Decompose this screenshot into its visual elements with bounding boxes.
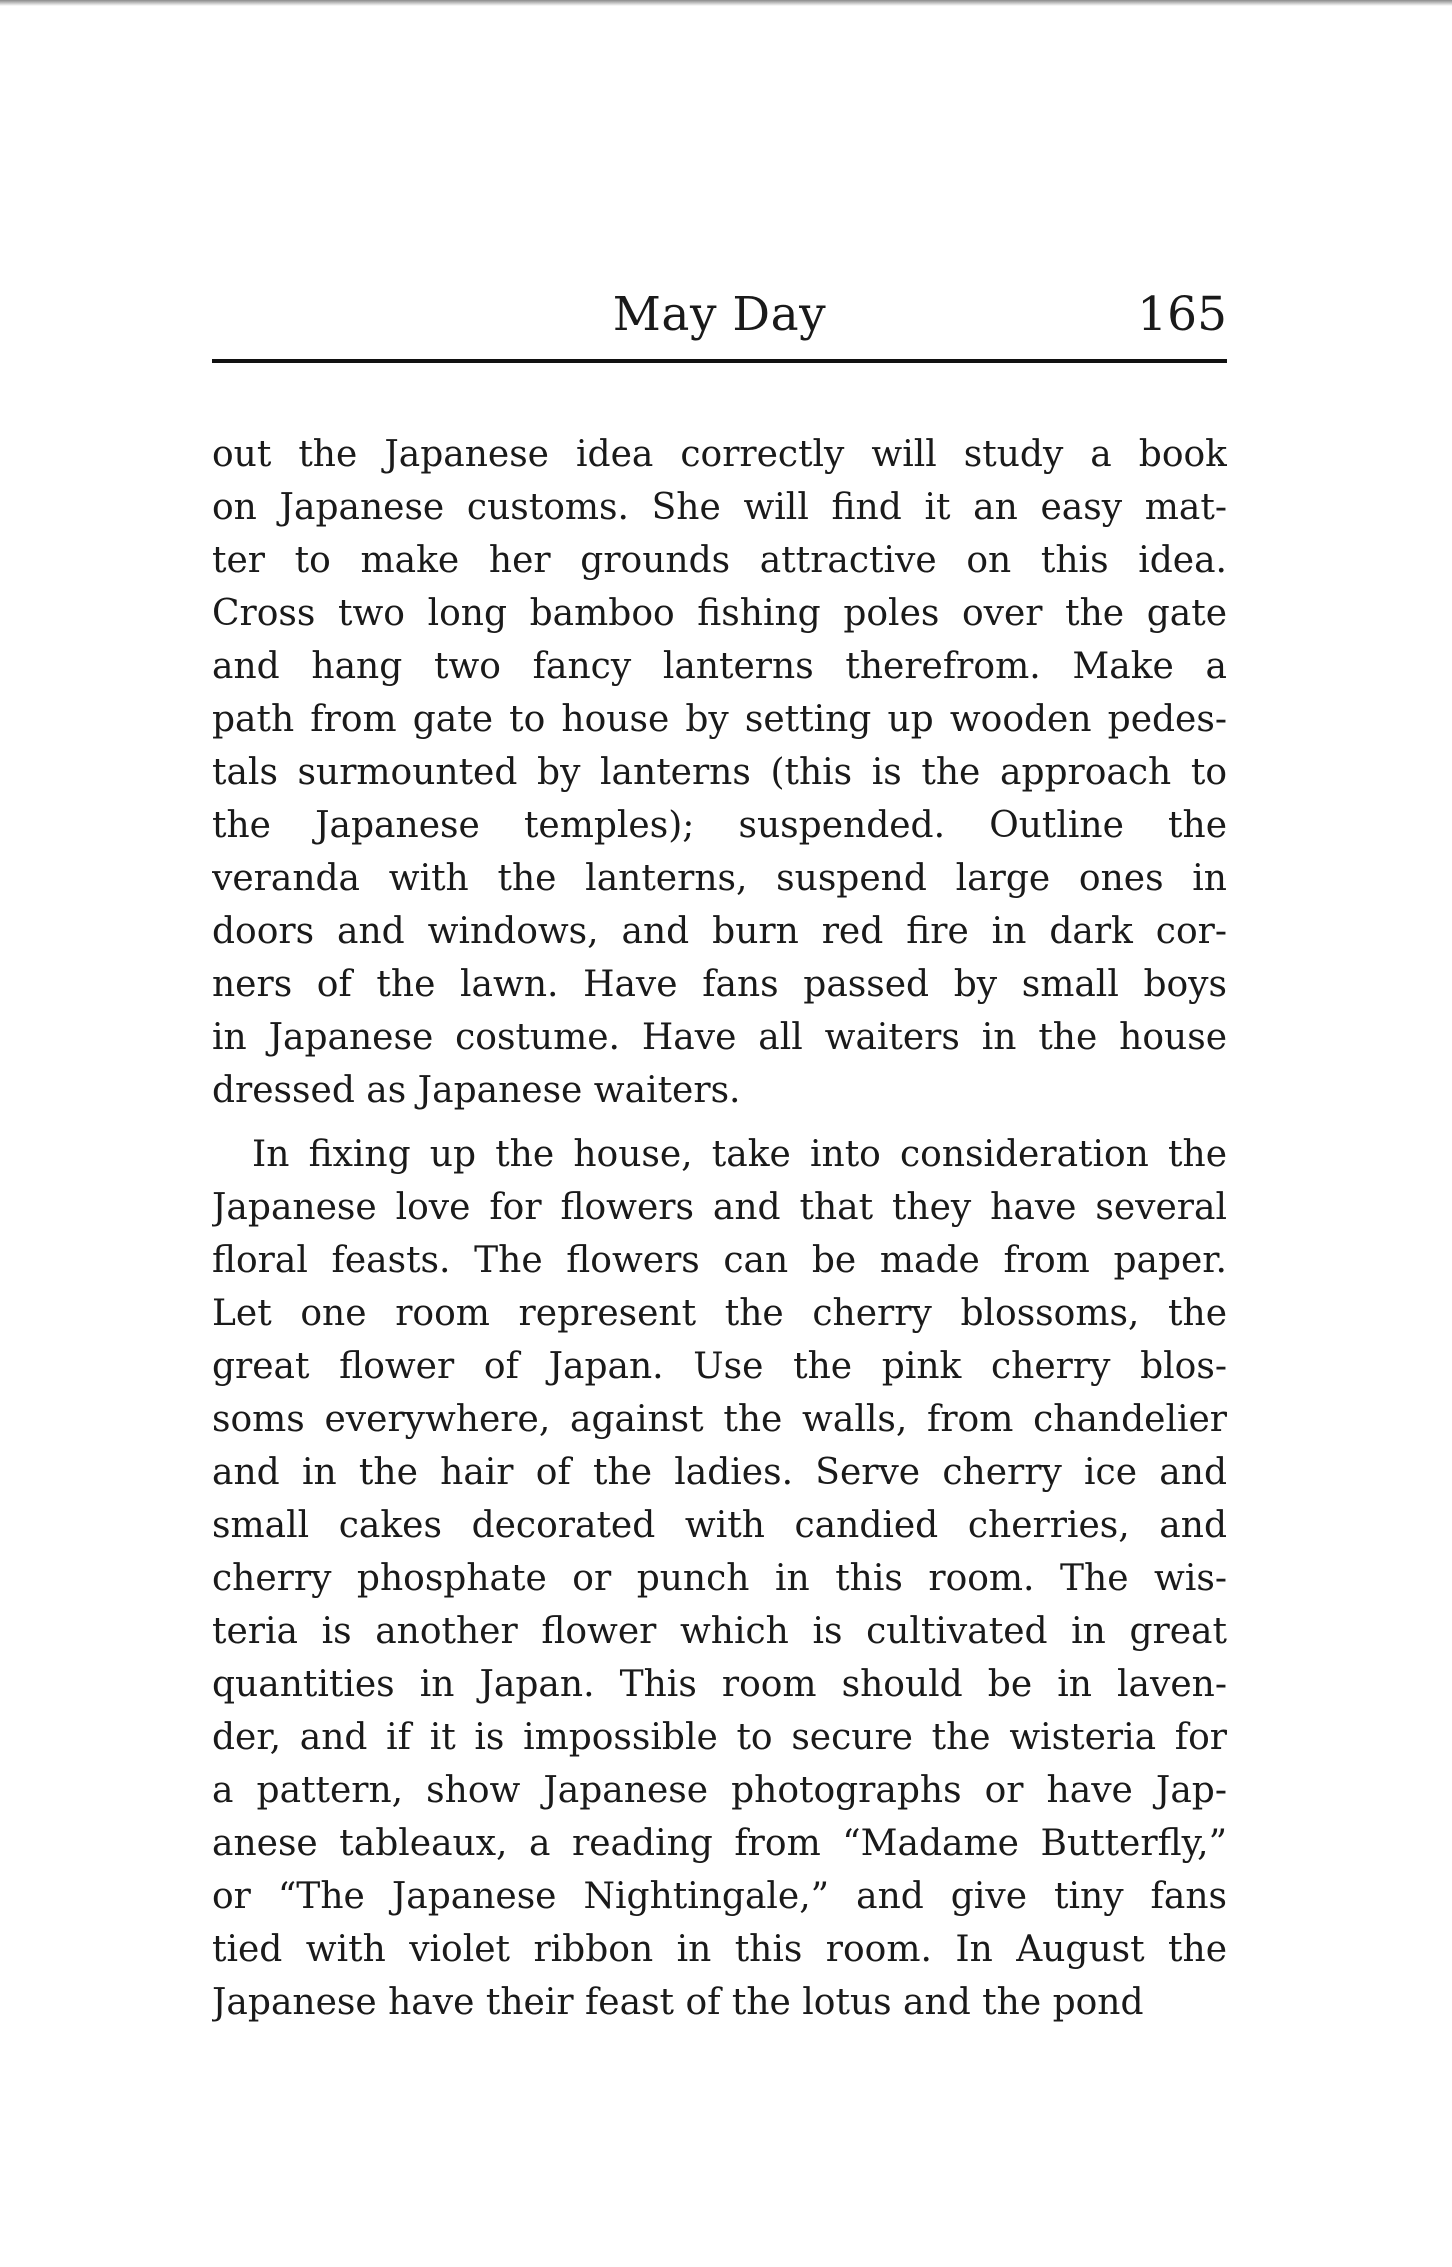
text-line: a pattern, show Japanese photographs or have Jap-	[212, 1770, 1227, 1811]
text-line: Cross two long bamboo fishing poles over the gate	[212, 593, 1227, 634]
paragraph	[212, 428, 1227, 1117]
text-line: the Japanese temples); suspended. Outline the	[212, 805, 1227, 846]
text-line: small cakes decorated with candied cherries, and	[212, 1505, 1227, 1546]
page-header	[212, 286, 1227, 364]
text-line: quantities in Japan. This room should be in laven-	[212, 1664, 1227, 1705]
text-line: anese tableaux, a reading from “Madame Butterfly,”	[212, 1823, 1227, 1864]
text-line: doors and windows, and burn red fire in dark cor-	[212, 911, 1227, 952]
text-line: Japanese have their feast of the lotus and the pond	[212, 1982, 1144, 2023]
header-rule	[212, 359, 1227, 363]
text-line: and in the hair of the ladies. Serve cherry ice and	[212, 1452, 1227, 1493]
text-line: der, and if it is impossible to secure the wisteria for	[212, 1717, 1227, 1758]
text-line: on Japanese customs. She will find it an easy mat-	[212, 487, 1227, 528]
text-line: in Japanese costume. Have all waiters in the house	[212, 1017, 1227, 1058]
page-number: 165	[1137, 287, 1227, 342]
body-text	[212, 428, 1227, 2029]
text-line: great flower of Japan. Use the pink cherry blos-	[212, 1346, 1227, 1387]
text-line: dressed as Japanese waiters.	[212, 1070, 741, 1111]
text-line: Let one room represent the cherry blossoms, the	[212, 1293, 1227, 1334]
text-line: Japanese love for flowers and that they have several	[212, 1187, 1227, 1228]
text-line: or “The Japanese Nightingale,” and give tiny fans	[212, 1876, 1227, 1917]
paragraph-gap	[212, 1117, 1227, 1128]
scan-top-edge	[0, 0, 1452, 6]
running-title: May Day	[612, 287, 827, 342]
text-line: ter to make her grounds attractive on this idea.	[212, 540, 1227, 581]
text-line: veranda with the lanterns, suspend large ones in	[212, 858, 1227, 899]
text-line: floral feasts. The flowers can be made from paper.	[212, 1240, 1227, 1281]
text-line: path from gate to house by setting up wooden pedes-	[212, 699, 1227, 740]
text-line: In fixing up the house, take into consideration the	[252, 1134, 1227, 1175]
text-line: ners of the lawn. Have fans passed by small boys	[212, 964, 1227, 1005]
text-line: out the Japanese idea correctly will study a book	[212, 434, 1227, 475]
text-line: and hang two fancy lanterns therefrom. Make a	[212, 646, 1227, 687]
text-line: teria is another flower which is cultivated in great	[212, 1611, 1227, 1652]
text-line: tals surmounted by lanterns (this is the approach to	[212, 752, 1227, 793]
paragraph	[212, 1128, 1227, 2029]
text-line: cherry phosphate or punch in this room. The wis-	[212, 1558, 1227, 1599]
text-line: soms everywhere, against the walls, from chandelier	[212, 1399, 1227, 1440]
text-line: tied with violet ribbon in this room. In August the	[212, 1929, 1227, 1970]
